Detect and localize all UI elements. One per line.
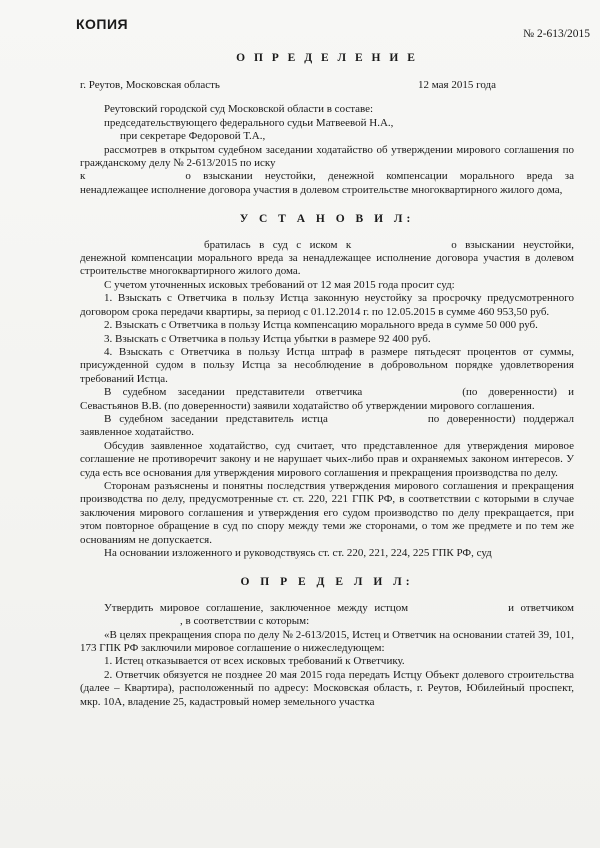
approve-settlement: Утвердить мировое соглашение, заключенное между истцом и ответчиком, в соответствии с которым: [104, 601, 574, 628]
place: г. Реутов, Московская область [80, 79, 220, 92]
legal-basis: На основании изложенного и руководствуясь ст. ст. 220, 221, 224, 225 ГПК РФ, суд [104, 547, 492, 559]
claim-paragraph: братилась в суд с иском к о взыскании неустойки, денежной компенсации морального вреда за ненадлежащее исполнение договора участия в долевом строительстве многоквартирного жилого дома. [80, 238, 574, 278]
section-title-established: У С Т А Н О В И Л: [239, 213, 415, 226]
case-subject-line [80, 170, 574, 197]
secretary: при секретаре Федоровой Т.А., [120, 130, 266, 143]
copy-stamp: КОПИЯ [76, 16, 129, 32]
settlement-item-2: 2. Ответчик обязуется не позднее 20 мая 2015 года передать Истцу Объект долевого строительства (далее – Квартира), расположенный по адресу: Московская область, г. Реутов, Юбилейный проспект, мкр. 10А, владение 25, кадастровый номер земельного участка [80, 668, 574, 708]
court-assessment: Обсудив заявленное ходатайство, суд считает, что представленное для утверждения мировое соглашение не противоречит закону и не нарушает чьих-либо прав и охраняемых законом интересов. У суда есть все основания для утверждения мирового соглашения и прекращения производства по делу. [80, 439, 574, 479]
claims-intro: С учетом уточненных исковых требований от 12 мая 2015 года просит суд: [104, 278, 455, 291]
established-block [80, 239, 574, 561]
claim-item-1: 1. Взыскать с Ответчика в пользу Истца законную неустойку за просрочку предусмотренного договором срока передачи квартиры, за период с 01.12.2014 г. по 12.05.2015 в сумме 460 953,50 руб. [80, 292, 574, 318]
defendant-representatives: В судебном заседании представители ответчика (по доверенности) и Севастьянов В.В. (по доверенности) заявили ходатайство об утверждении мирового соглашения. [80, 386, 575, 412]
settlement-item-1: 1. Истец отказывается от всех исковых требований к Ответчику. [104, 655, 405, 668]
place-date-line [80, 79, 574, 93]
claim-item-4: 4. Взыскать с Ответчика в пользу Истца штраф в размере пятьдесят процентов от суммы, присужденной судом в пользу Истца за несоблюдение в добровольном порядке удовлетворения требований Истца. [80, 345, 574, 385]
defendant-prefix: к [80, 170, 86, 183]
claim-item-2: 2. Взыскать с Ответчика в пользу Истца компенсацию морального вреда в сумме 50 000 руб. [104, 319, 538, 332]
section-title-decided: О П Р Е Д Е Л И Л: [240, 576, 414, 589]
decided-block [80, 602, 574, 709]
case-description: рассмотрев в открытом судебном заседании ходатайство об утверждении мирового соглашения по гражданскому делу № 2-613/2015 по иску [80, 143, 574, 170]
court-composition: Реутовский городской суд Московской области в составе: [104, 103, 374, 116]
settlement-preamble: «В целях прекращения спора по делу № 2-613/2015, Истец и Ответчик на основании статей 39, 101, 173 ГПК РФ заключили мировое соглашение о нижеследующем: [80, 628, 574, 655]
consequences-explained: Сторонам разъяснены и понятны последствия утверждения мирового соглашения и прекращения производства по делу, предусмотренные ст. ст. 220, 221 ГПК РФ, в соответствии с которыми в случае заключения мирового соглашения и утверждения его судом производство по делу прекращается, при этом повторное обращение в суд по спору между теми же сторонами, о том же предмете и по тем же основаниям не допускается. [80, 479, 574, 546]
intro-block [80, 103, 574, 197]
case-subject: о взыскании неустойки, денежной компенсации морального вреда за ненадлежащее исполнение договора участия в долевом строительстве многоквартирного жилого дома, [80, 170, 574, 196]
date: 12 мая 2015 года [418, 79, 496, 92]
plaintiff-representative: В судебном заседании представитель истца по доверенности) поддержал заявленное ходатайство. [80, 412, 574, 439]
document-title: О П Р Е Д Е Л Е Н И Е [236, 52, 418, 64]
presiding-judge: председательствующего федерального судьи Матвеевой Н.А., [104, 116, 394, 129]
document-body [80, 52, 574, 709]
case-number: № 2-613/2015 [523, 28, 590, 40]
claim-item-3: 3. Взыскать с Ответчика в пользу Истца убытки в размере 92 400 руб. [104, 332, 431, 345]
